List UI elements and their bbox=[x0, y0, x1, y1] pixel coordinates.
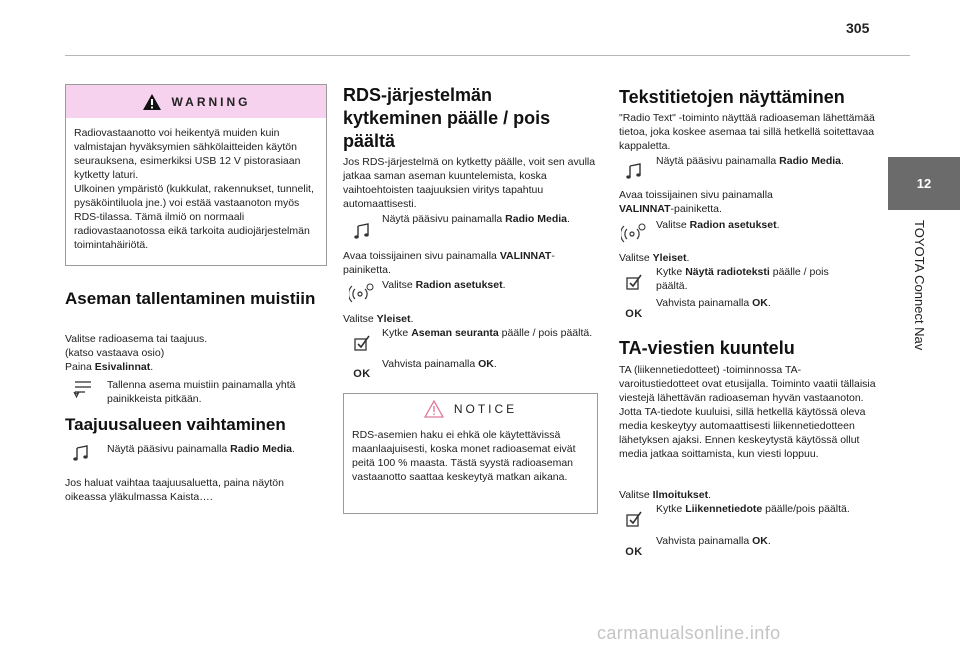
rds-step4-plain: Vahvista painamalla bbox=[382, 358, 479, 370]
text-sel-end: . bbox=[686, 252, 690, 264]
memory-intro-line2: (katso vastaava osio) bbox=[65, 347, 165, 359]
text-step-confirm bbox=[621, 296, 881, 318]
rds-step2-text bbox=[382, 278, 598, 292]
rds-step2-plain: Valitse bbox=[382, 279, 416, 291]
band-step-plain: Näytä pääsivu painamalla bbox=[107, 443, 231, 455]
text-step3-text bbox=[656, 265, 856, 293]
chapter-label-container bbox=[912, 220, 932, 400]
text-step1-end: . bbox=[841, 155, 844, 167]
text-step2-text bbox=[656, 218, 881, 232]
text-step-toggle bbox=[621, 265, 881, 295]
warning-box bbox=[65, 84, 327, 266]
memory-heading: Aseman tallentaminen muistiin bbox=[65, 289, 316, 308]
rds-intro: Jos RDS-järjestelmä on kytketty päälle, voit sen avulla jatkaa saman aseman kuuntelemista, koska vaihtoehtoisten taajuuksien viritys tapahtuu automaattisesti. bbox=[343, 156, 596, 210]
ta-step1-end: päälle/pois päältä. bbox=[762, 503, 850, 515]
ok-icon: OK bbox=[625, 308, 643, 320]
text-step1-bold: Radio Media bbox=[779, 155, 841, 167]
chapter-tab bbox=[888, 157, 960, 210]
rds-select-general bbox=[343, 312, 598, 326]
chapter-label: TOYOTA Connect Nav bbox=[912, 220, 927, 351]
ta-step1-bold: Liikennetiedote bbox=[685, 503, 763, 515]
text-step4-plain: Vahvista painamalla bbox=[656, 297, 753, 309]
text-step2-bold: Radion asetukset bbox=[689, 219, 777, 231]
rds-open-end: -painiketta. bbox=[343, 250, 555, 276]
ta-step-toggle bbox=[621, 502, 881, 528]
band-heading: Taajuusalueen vaihtaminen bbox=[65, 415, 286, 434]
rds-step3-text bbox=[382, 326, 598, 340]
notice-header bbox=[344, 394, 597, 424]
rds-step3-end: päälle / pois päältä. bbox=[498, 327, 593, 339]
radio-settings-icon bbox=[349, 282, 375, 304]
ok-icon: OK bbox=[353, 368, 371, 380]
memory-step bbox=[68, 378, 327, 408]
warning-title: WARNING bbox=[171, 94, 251, 109]
text-step-radio-media bbox=[621, 154, 881, 176]
watermark: carmanualsonline.info bbox=[597, 623, 781, 643]
music-note-icon bbox=[349, 220, 375, 242]
text-open-end: -painiketta. bbox=[670, 203, 722, 215]
notice-box bbox=[343, 393, 598, 514]
rds-step3-plain: Kytke bbox=[382, 327, 412, 339]
rds-step1-plain: Näytä pääsivu painamalla bbox=[382, 213, 506, 225]
text-step2-end: . bbox=[776, 219, 780, 231]
music-note-icon bbox=[621, 160, 647, 182]
header-divider bbox=[65, 55, 910, 56]
ta-step2-text bbox=[656, 534, 881, 548]
checkbox-icon bbox=[621, 508, 647, 530]
text-step2-plain: Valitse bbox=[656, 219, 690, 231]
memory-intro bbox=[65, 332, 327, 374]
rds-step3-bold: Aseman seuranta bbox=[411, 327, 499, 339]
band-text: Jos haluat vaihtaa taajuusaluetta, paina näytön oikeassa yläkulmassa Kaista…. bbox=[65, 477, 284, 503]
notice-triangle-icon bbox=[424, 400, 444, 418]
rds-step1-end: . bbox=[567, 213, 570, 225]
rds-heading-line2: kytkeminen päälle / pois bbox=[343, 108, 551, 128]
checkbox-icon bbox=[621, 271, 647, 293]
rds-heading-line3: päältä bbox=[343, 131, 396, 151]
warning-header bbox=[66, 85, 326, 118]
rds-step4-text bbox=[382, 357, 598, 371]
checkbox-icon bbox=[349, 332, 375, 354]
text-step4-end: . bbox=[767, 297, 771, 309]
notice-text: RDS-asemien haku ei ehkä ole käytettävissä maanlaajuisesti, koska monet radioasemat eivät peitä 100 % maasta. Tästä syystä radioaseman vastaanotto saattaa keskeytyä matkan aikana. bbox=[352, 429, 576, 483]
text-step1-text bbox=[656, 154, 881, 168]
ok-icon: OK bbox=[625, 546, 643, 558]
text-step3-bold: Näytä radioteksti bbox=[685, 266, 770, 278]
memory-intro-line3-end: . bbox=[150, 361, 154, 373]
rds-open-bold: VALINNAT bbox=[499, 250, 552, 262]
rds-step-radio-settings bbox=[349, 278, 598, 302]
ta-select-announcements bbox=[619, 488, 881, 502]
text-step3-plain: Kytke bbox=[656, 266, 686, 278]
band-step-end: . bbox=[292, 443, 295, 455]
rds-step2-bold: Radion asetukset bbox=[415, 279, 503, 291]
rds-step4-end: . bbox=[493, 358, 497, 370]
rds-step1-text bbox=[382, 212, 598, 226]
band-step-text bbox=[107, 442, 327, 456]
ta-step-confirm bbox=[621, 534, 881, 556]
text-step3-end: päälle / pois päältä. bbox=[656, 266, 829, 292]
text-select-general bbox=[619, 251, 881, 265]
text-open-plain: Avaa toissijainen sivu painamalla bbox=[619, 189, 773, 201]
ta-step1-text bbox=[656, 502, 881, 516]
rds-step2-end: . bbox=[502, 279, 506, 291]
rds-step4-bold: OK bbox=[478, 358, 494, 370]
text-step4-bold: OK bbox=[752, 297, 768, 309]
rds-step1-bold: Radio Media bbox=[505, 213, 567, 225]
preset-list-icon bbox=[68, 378, 94, 400]
chapter-number: 12 bbox=[916, 176, 932, 191]
rds-heading bbox=[343, 84, 598, 153]
text-open-bold: VALINNAT bbox=[619, 203, 671, 215]
text-step-radio-settings bbox=[621, 218, 881, 242]
ta-sel-end: . bbox=[708, 489, 712, 501]
notice-title: NOTICE bbox=[453, 402, 518, 416]
text-step1-plain: Näytä pääsivu painamalla bbox=[656, 155, 780, 167]
memory-intro-line3 bbox=[65, 360, 327, 374]
text-sel-plain: Valitse bbox=[619, 252, 653, 264]
warning-triangle-icon bbox=[142, 93, 162, 111]
text-info-heading: Tekstitietojen näyttäminen bbox=[619, 87, 845, 107]
band-step-bold: Radio Media bbox=[230, 443, 292, 455]
text-open-options bbox=[619, 188, 819, 216]
ta-step2-end: . bbox=[767, 535, 771, 547]
rds-open-plain: Avaa toissijainen sivu painamalla bbox=[343, 250, 500, 262]
rds-step-toggle bbox=[349, 326, 598, 356]
memory-intro-line1: Valitse radioasema tai taajuus. bbox=[65, 333, 208, 345]
memory-intro-line3-bold: Esivalinnat bbox=[94, 361, 151, 373]
rds-step-radio-media bbox=[349, 212, 598, 234]
page-number: 305 bbox=[846, 20, 870, 36]
rds-sel-end: . bbox=[410, 313, 414, 325]
text-sel-bold: Yleiset bbox=[652, 252, 687, 264]
band-step bbox=[68, 442, 327, 464]
rds-step-confirm bbox=[349, 357, 598, 379]
ta-step1-plain: Kytke bbox=[656, 503, 686, 515]
ta-heading: TA-viestien kuuntelu bbox=[619, 338, 795, 358]
radio-settings-icon bbox=[621, 222, 647, 244]
ta-step2-plain: Vahvista painamalla bbox=[656, 535, 753, 547]
memory-step-text: Tallenna asema muistiin painamalla yhtä painikkeista pitkään. bbox=[107, 379, 296, 405]
ta-sel-bold: Ilmoitukset bbox=[652, 489, 709, 501]
rds-open-options bbox=[343, 249, 598, 277]
rds-heading-line1: RDS-järjestelmän bbox=[343, 85, 493, 105]
text-info-intro: "Radio Text" -toiminto näyttää radioaseman lähettämää tietoa, joka koskee asemaa tai sillä hetkellä soitettavaa kappaletta. bbox=[619, 112, 875, 152]
rds-sel-bold: Yleiset bbox=[376, 313, 411, 325]
music-note-icon bbox=[68, 442, 94, 464]
ta-sel-plain: Valitse bbox=[619, 489, 653, 501]
rds-sel-plain: Valitse bbox=[343, 313, 377, 325]
ta-step2-bold: OK bbox=[752, 535, 768, 547]
warning-text: Radiovastaanotto voi heikentyä muiden kuin valmistajan hyväksymien sähkölaitteiden käytön seurauksena, esimerkiksi USB 12 V pistorasiaan kytketty laturi. Ulkoinen ympäristö (kukkulat, rakennukset, tunnelit, pysäköintiluola jne.) voi estää vastaanoton myös RDS-tilassa. Tämä ilmiö on normaali radiovastaanotossa eikä tarkoita audiojärjestelmän toimintahäiriötä. bbox=[74, 127, 314, 251]
ta-intro: TA (liikennetiedotteet) -toiminnossa TA-varoitustiedotteet ovat etusijalla. Toiminto vaatii tällaisia viestejä lähettävän radioaseman hyvän vastaanoton. Jotta TA-tiedote kuuluisi, sillä hetkellä käytössä oleva media keskeytyy automaattisesti liikennetiedotteen lähetyksen ajaksi. Ennen keskeytystä käytössä ollut media jatkaa soittamista, kun viesti loppuu. bbox=[619, 364, 876, 460]
text-step4-text bbox=[656, 296, 881, 310]
memory-intro-line3-plain: Paina bbox=[65, 361, 95, 373]
